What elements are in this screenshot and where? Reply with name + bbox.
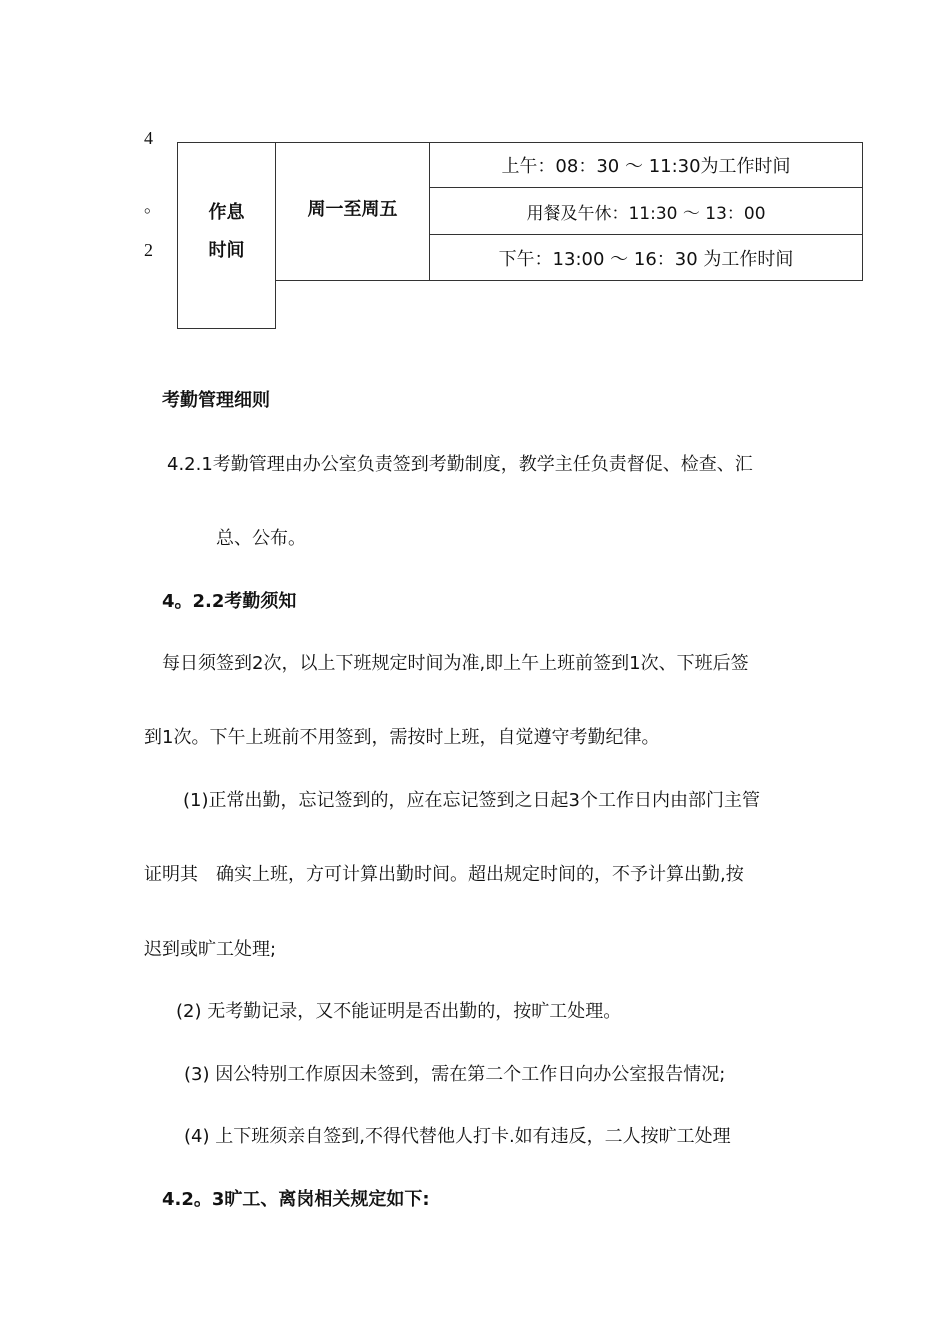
schedule-row-morning: 上午：08：30 ～ 11:30为工作时间 <box>501 156 791 177</box>
days-label: 周一至周五 <box>307 199 398 220</box>
heading-4-2-3: 4.2。3旷工、离岗相关规定如下: <box>162 1189 430 1210</box>
paragraph-4-2-2-line1: 每日须签到2次，以上下班规定时间为准,即上午上班前签到1次、下班后签 <box>162 653 749 674</box>
side-separator: 。 <box>144 196 162 216</box>
heading-4-2-2: 4。2.2考勤须知 <box>162 591 297 612</box>
section-heading: 考勤管理细则 <box>162 390 270 411</box>
side-number-bottom: 2 <box>144 240 153 260</box>
item-2: (2) 无考勤记录，又不能证明是否出勤的，按旷工处理。 <box>176 1001 622 1022</box>
item-1-line3: 迟到或旷工处理; <box>144 939 277 960</box>
paragraph-4-2-1-line2: 总、公布。 <box>216 528 306 549</box>
paragraph-4-2-2-line2: 到1次。下午上班前不用签到，需按时上班，自觉遵守考勤纪律。 <box>144 727 660 748</box>
schedule-row-afternoon: 下午：13:00 ～ 16：30 为工作时间 <box>498 248 794 270</box>
item-3: (3) 因公特别工作原因未签到，需在第二个工作日向办公室报告情况; <box>184 1064 726 1085</box>
paragraph-4-2-1-line1: 4.2.1考勤管理由办公室负责签到考勤制度，教学主任负责督促、检查、汇 <box>167 454 753 475</box>
item-4: (4) 上下班须亲自签到,不得代替他人打卡.如有违反，二人按旷工处理 <box>184 1126 731 1147</box>
category-label-line1: 作息 <box>208 202 245 223</box>
schedule-row-lunch: 用餐及午休：11:30 ～ 13：00 <box>526 203 766 224</box>
item-1-line1: (1)正常出勤，忘记签到的，应在忘记签到之日起3个工作日内由部门主管 <box>183 790 760 811</box>
item-1-line2: 证明其 确实上班，方可计算出勤时间。超出规定时间的，不予计算出勤,按 <box>144 864 744 885</box>
category-label-line2: 时间 <box>208 240 245 261</box>
side-number-top: 4 <box>144 128 153 148</box>
